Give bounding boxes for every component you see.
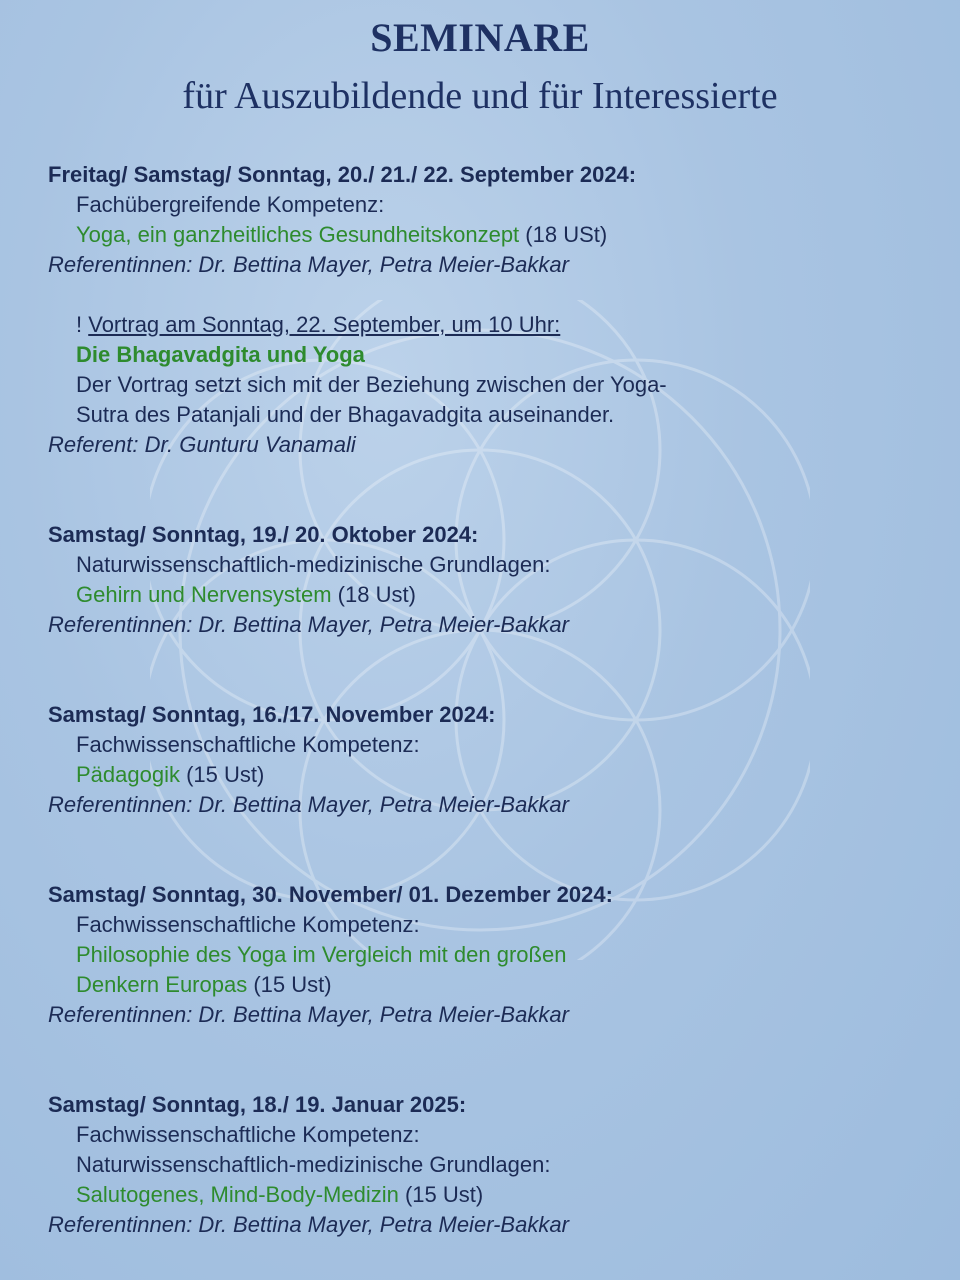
seminar-topic-line	[48, 580, 928, 610]
lecture-title: Die Bhagavadgita und Yoga	[76, 342, 365, 367]
page-subtitle: für Auszubildende und für Interessierte	[182, 75, 778, 117]
seminar-topic-line	[48, 1180, 928, 1210]
lecture-block	[48, 310, 928, 460]
seminar-topic-line	[48, 760, 928, 790]
seminar-category-2: Naturwissenschaftlich-medizinische Grundlagen:	[76, 1152, 551, 1177]
seminar-topic-line	[48, 220, 928, 250]
lecture-announcement-line	[48, 310, 928, 340]
lecture-description-1: Der Vortrag setzt sich mit der Beziehung zwischen der Yoga-	[76, 372, 667, 397]
seminar-referents: Referentinnen: Dr. Bettina Mayer, Petra Meier-Bakkar	[48, 252, 569, 277]
seminar-date: Samstag/ Sonntag, 18./ 19. Januar 2025:	[48, 1092, 467, 1117]
seminar-hours: (15 Ust)	[247, 972, 332, 997]
seminar-hours: (18 Ust)	[331, 582, 416, 607]
seminar-hours: (15 Ust)	[398, 1182, 484, 1207]
seminar-november-december	[48, 880, 928, 1030]
seminar-referents: Referentinnen: Dr. Bettina Mayer, Petra Meier-Bakkar	[48, 1002, 569, 1027]
seminar-hours: (18 USt)	[519, 222, 608, 247]
seminar-date: Samstag/ Sonntag, 30. November/ 01. Dezember 2024:	[48, 882, 613, 907]
seminar-date: Samstag/ Sonntag, 19./ 20. Oktober 2024:	[48, 522, 479, 547]
seminar-topic: Pädagogik	[76, 762, 180, 787]
seminar-topic-continued: Denkern Europas	[76, 972, 248, 997]
seminar-january	[48, 1090, 928, 1240]
seminar-november	[48, 700, 928, 820]
seminar-category: Fachwissenschaftliche Kompetenz:	[76, 912, 420, 937]
seminar-category: Fachwissenschaftliche Kompetenz:	[76, 732, 420, 757]
page-header	[0, 14, 960, 122]
seminar-topic: Salutogenes, Mind-Body-Medizin	[76, 1182, 399, 1207]
seminar-referents: Referentinnen: Dr. Bettina Mayer, Petra Meier-Bakkar	[48, 792, 569, 817]
lecture-exclamation: !	[76, 312, 89, 337]
seminar-category: Fachwissenschaftliche Kompetenz:	[76, 1122, 420, 1147]
seminar-topic: Philosophie des Yoga im Vergleich mit den großen	[76, 942, 567, 967]
seminar-topic-line	[48, 970, 928, 1000]
seminar-referents: Referentinnen: Dr. Bettina Mayer, Petra Meier-Bakkar	[48, 1212, 569, 1237]
seminar-date: Freitag/ Samstag/ Sonntag, 20./ 21./ 22. September 2024:	[48, 162, 637, 187]
seminar-list	[48, 160, 928, 1240]
seminar-referents: Referentinnen: Dr. Bettina Mayer, Petra Meier-Bakkar	[48, 612, 569, 637]
seminar-category: Naturwissenschaftlich-medizinische Grundlagen:	[76, 552, 551, 577]
seminar-category: Fachübergreifende Kompetenz:	[76, 192, 385, 217]
seminar-october	[48, 520, 928, 640]
seminar-topic: Yoga, ein ganzheitliches Gesundheitskonzept	[76, 222, 520, 247]
page-title: SEMINARE	[370, 15, 590, 60]
seminar-hours: (15 Ust)	[179, 762, 265, 787]
lecture-description-2: Sutra des Patanjali und der Bhagavadgita auseinander.	[76, 402, 615, 427]
seminar-date: Samstag/ Sonntag, 16./17. November 2024:	[48, 702, 496, 727]
seminar-topic: Gehirn und Nervensystem	[76, 582, 332, 607]
seminar-september	[48, 160, 928, 280]
lecture-announcement: Vortrag am Sonntag, 22. September, um 10 Uhr:	[88, 312, 561, 337]
lecture-referent: Referent: Dr. Gunturu Vanamali	[48, 432, 356, 457]
